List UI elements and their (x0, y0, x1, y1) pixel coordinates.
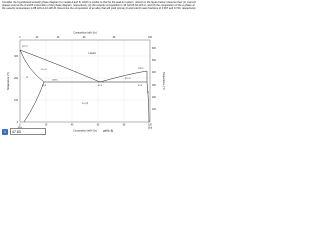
liquidus-right (100, 71, 147, 82)
top-tick: 40 (56, 37, 60, 39)
left-tick: 200 (14, 78, 18, 80)
region-beta-liquid: β + L (125, 77, 131, 80)
bottom-tick: 80 (122, 124, 126, 127)
top-tick: 60 (82, 37, 86, 39)
label-sn-melt: 232°C (138, 68, 145, 70)
answer-unit: wt% B (103, 129, 113, 133)
question-number-badge: 1 (3, 129, 7, 134)
right-tick: 100 (152, 109, 156, 111)
question-text: Consider the hypothetical eutectic phase diagram for metals A and B, which is similar to that for the lead-tin system, (shown in the figure below.) Assume that: (1) α and β phases exist at the A and B extremities of the phase diagram, respectively; (2) the eutectic composition is 36 wt% B-64 wt% A; and (3) the composition of the α phase at the eutectic temperature is 88 wt% A-12 wt% B. Determine the composition of an alloy that will yield primary β and total β mass fractions of 0.397 and 0.744, respectively. (2, 1, 197, 11)
plot-frame (20, 40, 150, 122)
left-tick: 0 (16, 122, 18, 124)
region-beta: β (147, 90, 149, 94)
phase-boundaries (20, 50, 149, 122)
top-tick: 0 (19, 37, 21, 39)
bottom-right-label: (Sn) (147, 127, 153, 130)
solvus-right (147, 82, 149, 122)
top-axis-label: Composition (at% Sn) (73, 31, 97, 35)
bottom-axis-label: Composition (wt% Sn) (73, 129, 97, 132)
right-tick: 200 (152, 97, 156, 99)
label-eutectic-temp: 183°C (52, 79, 59, 82)
region-alpha: α (26, 75, 28, 79)
right-tick: 400 (152, 72, 156, 74)
top-tick: 20 (35, 37, 39, 39)
region-liquid: Liquid (88, 52, 96, 55)
left-tick: 300 (14, 56, 18, 58)
label-beta-comp: 97.8 (137, 85, 143, 87)
bottom-tick: 100 (148, 124, 152, 127)
phase-diagram (0, 30, 200, 132)
right-axis-label: Temperature (°F) (162, 71, 165, 91)
region-alpha-beta: α + β (82, 102, 88, 105)
bottom-tick: 20 (44, 124, 48, 127)
answer-input[interactable] (10, 128, 46, 135)
bottom-tick: 40 (70, 124, 74, 127)
region-alpha-liquid: α + L (41, 68, 47, 71)
bottom-tick: 0 (19, 124, 21, 127)
top-tick: 80 (112, 37, 116, 39)
left-axis-label: Temperature (°C) (7, 71, 10, 91)
solvus-left (24, 82, 44, 122)
answer-row (2, 128, 132, 136)
bottom-tick: 60 (96, 124, 100, 127)
left-tick: 100 (14, 100, 18, 102)
label-pb-melt: 327°C (22, 46, 29, 48)
right-tick: 300 (152, 85, 156, 87)
grid (20, 40, 150, 122)
top-tick: 100 (148, 37, 152, 39)
solidus-left (20, 50, 44, 82)
right-tick: 600 (152, 48, 156, 50)
label-eutectic-comp: 61.9 (97, 85, 103, 87)
right-tick: 500 (152, 60, 156, 62)
label-alpha-comp: 18.3 (41, 85, 47, 87)
